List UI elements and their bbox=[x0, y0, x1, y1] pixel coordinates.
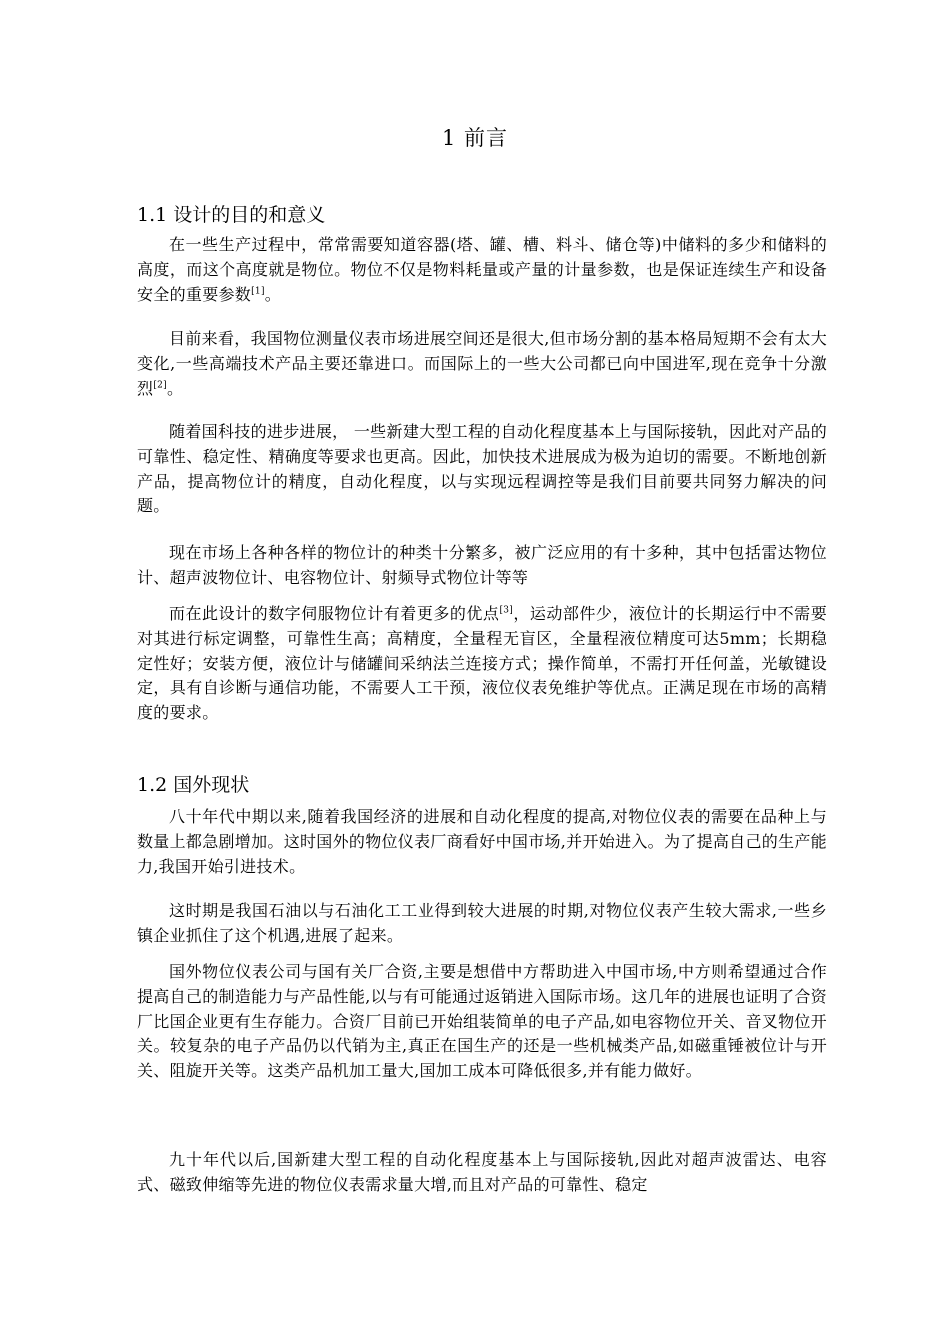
citation-ref: [3] bbox=[499, 605, 514, 616]
citation-ref: [1] bbox=[251, 286, 265, 297]
paragraph: 目前来看，我国物位测量仪表市场进展空间还是很大,但市场分割的基本格局短期不会有太大变化,一些高端技术产品主要还靠进口。而国际上的一些大公司都已向中国进军,现在竞争十分激烈[2]。 bbox=[137, 329, 827, 398]
section-heading: 1.1 设计的目的和意义 bbox=[137, 204, 326, 226]
paragraph: 而在此设计的数字伺服物位计有着更多的优点[3]，运动部件少，液位计的长期运行中不需要对其进行标定调整，可靠性生高；高精度，全量程无盲区，全量程液位精度可达5mm；长期稳定性好；安装方便，液位计与储罐间采纳法兰连接方式；操作简单，不需打开任何盖，光敏键设定，具有自诊断与通信功能，不需要人工干预，液位仪表免维护等优点。正满足现在市场的高精度的要求。 bbox=[137, 604, 827, 723]
paragraph: 国外物位仪表公司与国有关厂合资,主要是想借中方帮助进入中国市场,中方则希望通过合作提高自己的制造能力与产品性能,以与有可能通过返销进入国际市场。这几年的进展也证明了合资厂比国企业更有生存能力。合资厂目前已开始组装简单的电子产品,如电容物位开关、音叉物位开关。较复杂的电子产品仍以代销为主,真正在国生产的还是一些机械类产品,如磁重锤被位计与开关、阻旋开关等。这类产品机加工量大,国加工成本可降低很多,并有能力做好。 bbox=[137, 962, 827, 1081]
citation-ref: [2] bbox=[153, 380, 167, 391]
paragraph: 八十年代中期以来,随着我国经济的进展和自动化程度的提高,对物位仪表的需要在品种上与数量上都急剧增加。这时国外的物位仪表厂商看好中国市场,并开始进入。为了提高自己的生产能力,我国开始引进技术。 bbox=[137, 807, 827, 876]
paragraph: 现在市场上各种各样的物位计的种类十分繁多，被广泛应用的有十多种，其中包括雷达物位计、超声波物位计、电容物位计、射频导式物位计等等 bbox=[137, 543, 827, 587]
section-heading: 1.2 国外现状 bbox=[137, 774, 250, 796]
chapter-title: 1 前言 bbox=[441, 126, 509, 150]
paragraph: 这时期是我国石油以与石油化工工业得到较大进展的时期,对物位仪表产生较大需求,一些乡镇企业抓住了这个机遇,进展了起来。 bbox=[137, 901, 827, 945]
paragraph: 随着国科技的进步进展， 一些新建大型工程的自动化程度基本上与国际接轨，因此对产品的可靠性、稳定性、精确度等要求也更高。因此，加快技术进展成为极为迫切的需要。不断地创新产品，提高物位计的精度，自动化程度，以与实现远程调控等是我们目前要共同努力解决的问题。 bbox=[137, 422, 827, 516]
paragraph: 九十年代以后,国新建大型工程的自动化程度基本上与国际接轨,因此对超声波雷达、电容式、磁致伸缩等先进的物位仪表需求量大增,而且对产品的可靠性、稳定 bbox=[137, 1150, 827, 1194]
paragraph: 在一些生产过程中，常常需要知道容器(塔、罐、槽、料斗、储仓等)中储料的多少和储料的高度，而这个高度就是物位。物位不仅是物料耗量或产量的计量参数，也是保证连续生产和设备安全的重要参数[1]。 bbox=[137, 235, 827, 304]
